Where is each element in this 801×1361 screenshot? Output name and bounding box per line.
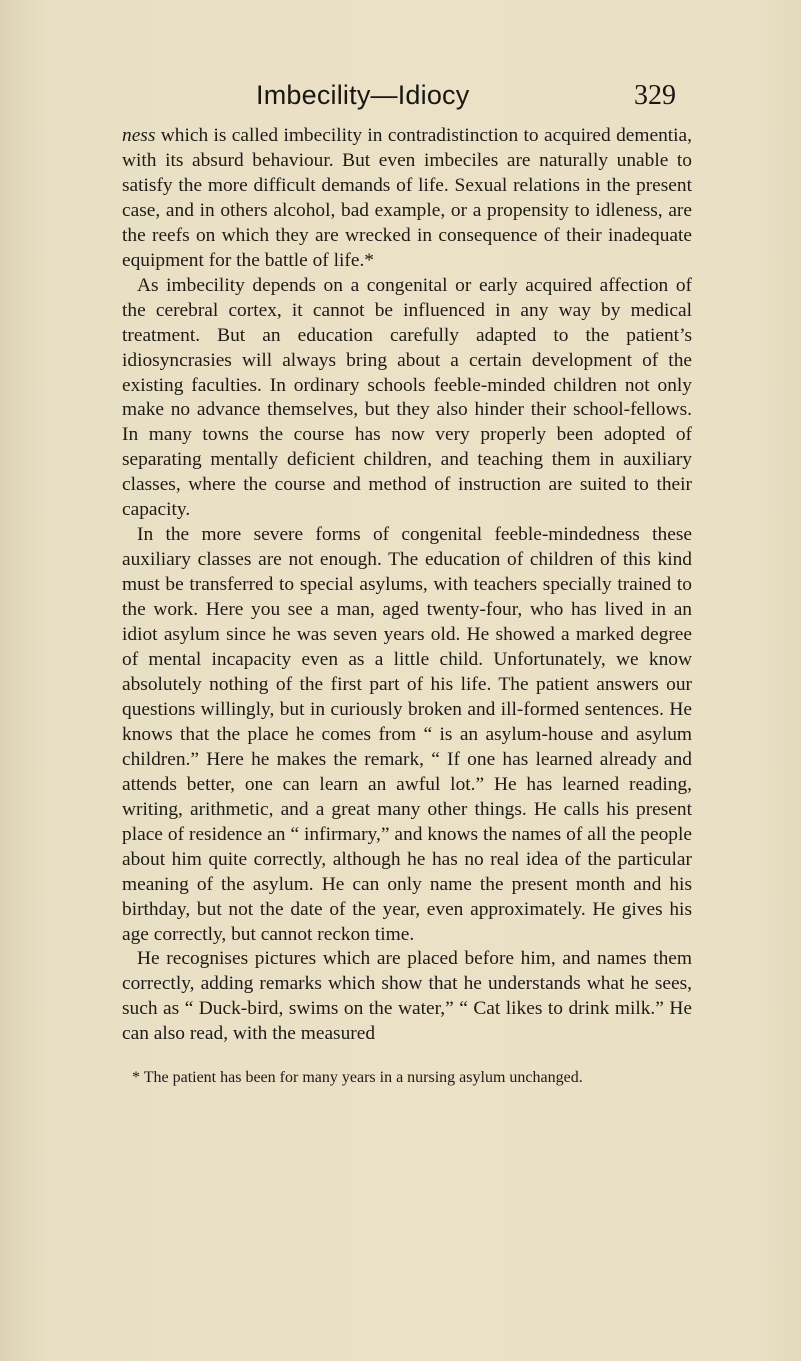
page-header <box>256 80 676 120</box>
footnote: * The patient has been for many years in a nursing asylum unchanged. <box>132 1069 583 1086</box>
running-head: Imbecility—Idiocy <box>256 80 470 110</box>
page-number: 329 <box>634 80 676 111</box>
paragraph-1 <box>122 124 692 274</box>
paragraph-4: He recognises pictures which are placed before him, and names them correctly, adding remarks which show that he understands what he sees, such as “ Duck-bird, swims on the water,” “ Cat likes to drink milk.” He can also read, with the measured <box>122 948 692 1045</box>
paragraph-3: In the more severe forms of congenital feeble-mindedness these auxiliary classes are not enough. The education of children of this kind must be transferred to special asylums, with teachers specially trained to the work. Here you see a man, aged twenty-four, who has lived in an idiot asylum since he was seven years old. He showed a marked degree of mental incapacity even as a little child. Unfortunately, we know absolutely nothing of the first part of his life. The patient answers our questions willingly, but in curiously broken and ill-formed sentences. He knows that the place he comes from “ is an asylum-house and asylum children.” Here he makes the remark, “ If one has learned already and attends better, one can learn an awful lot.” He has learned reading, writing, arithmetic, and a great many other things. He calls his present place of residence an “ infirmary,” and knows the names of all the people about him quite correctly, although he has no real idea of the particular meaning of the asylum. He can only name the present month and his birthday, but not the date of the year, even approximately. He gives his age correctly, but cannot reckon time. <box>122 524 692 945</box>
paragraph-2: As imbecility depends on a congenital or early acquired affection of the cerebral cortex, it cannot be influenced in any way by medical treatment. But an education carefully adapted to the patient’s idiosyncrasies will always bring about a certain development of the existing faculties. In ordinary schools feeble-minded children not only make no advance themselves, but they also hinder their school-fellows. In many towns the course has now very properly been adopted of separating mentally deficient children, and teaching them in auxiliary classes, where the course and method of instruction are suited to their capacity. <box>122 274 692 521</box>
body-text <box>122 124 692 1047</box>
paragraph-1-text: which is called imbecility in contradistinction to acquired dementia, with its absurd behaviour. But even imbeciles are naturally unable to satisfy the more difficult demands of life. Sexual relations in the present case, and in others alcohol, bad example, or a propensity to idleness, are the reefs on which they are wrecked in consequence of their inadequate equipment for the battle of life.* <box>122 125 692 271</box>
paragraph-1-lead: ness <box>122 125 156 146</box>
